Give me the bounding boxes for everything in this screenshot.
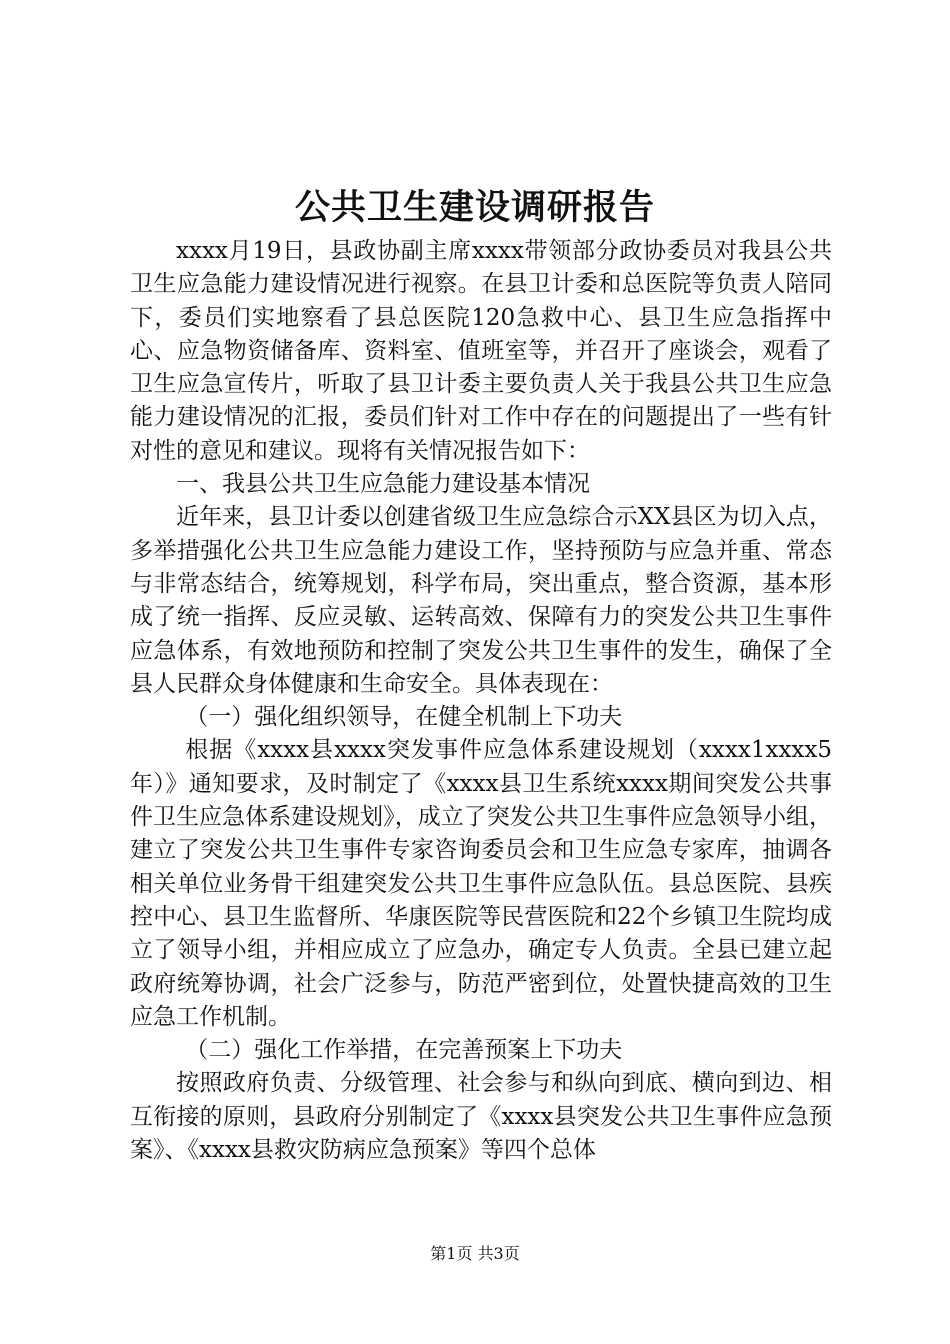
subsection-heading-1: （一）强化组织领导，在健全机制上下功夫	[185, 704, 623, 731]
paragraph-organization: 根据《xxxx县xxxx突发事件应急体系建设规划（xxxx1xxxx5年）》通知要求，及时制定了《xxxx县卫生系统xxxx期间突发公共事件卫生应急体系建设规划》，成立了突发公共卫生事件应急领导小组，建立了突发公共卫生事件专家咨询委员会和卫生应急专家库，抽调各相关单位业务骨干组建突发公共卫生事件应急队伍。县总医院、县疾控中心、县卫生监督所、华康医院等民营医院和22个乡镇卫生院均成立了领导小组，并相应成立了应急办，确定专人负责。全县已建立起政府统筹协调，社会广泛参与，防范严密到位，处置快捷高效的卫生应急工作机制。	[130, 737, 832, 1030]
paragraph-plans: 按照政府负责、分级管理、社会参与和纵向到底、横向到边、相互衔接的原则，县政府分别制定了《xxxx县突发公共卫生事件应急预案》、《xxxx县救灾防病应急预案》等四个总体	[130, 1070, 832, 1164]
section-heading-1: 一、我县公共卫生应急能力建设基本情况	[176, 471, 590, 498]
document-body	[130, 235, 832, 1167]
page-footer: 第1页 共3页	[430, 1244, 520, 1263]
paragraph-overview: 近年来，县卫计委以创建省级卫生应急综合示XX县区为切入点，多举措强化公共卫生应急能力建设工作，坚持预防与应急并重、常态与非常态结合，统筹规划，科学布局，突出重点，整合资源，基本形成了统一指挥、反应灵敏、运转高效、保障有力的突发公共卫生事件应急体系，有效地预防和控制了突发公共卫生事件的发生，确保了全县人民群众身体健康和生命安全。具体表现在：	[130, 504, 832, 697]
paragraph-intro: xxxx月19日，县政协副主席xxxx带领部分政协委员对我县公共卫生应急能力建设情况进行视察。在县卫计委和总医院等负责人陪同下，委员们实地察看了县总医院120急救中心、县卫生应急指挥中心、应急物资储备库、资料室、值班室等，并召开了座谈会，观看了卫生应急宣传片，听取了县卫计委主要负责人关于我县公共卫生应急能力建设情况的汇报，委员们针对工作中存在的问题提出了一些有针对性的意见和建议。现将有关情况报告如下：	[130, 238, 832, 464]
document-title: 公共卫生建设调研报告	[294, 187, 655, 228]
subsection-heading-2: （二）强化工作举措，在完善预案上下功夫	[185, 1037, 623, 1064]
